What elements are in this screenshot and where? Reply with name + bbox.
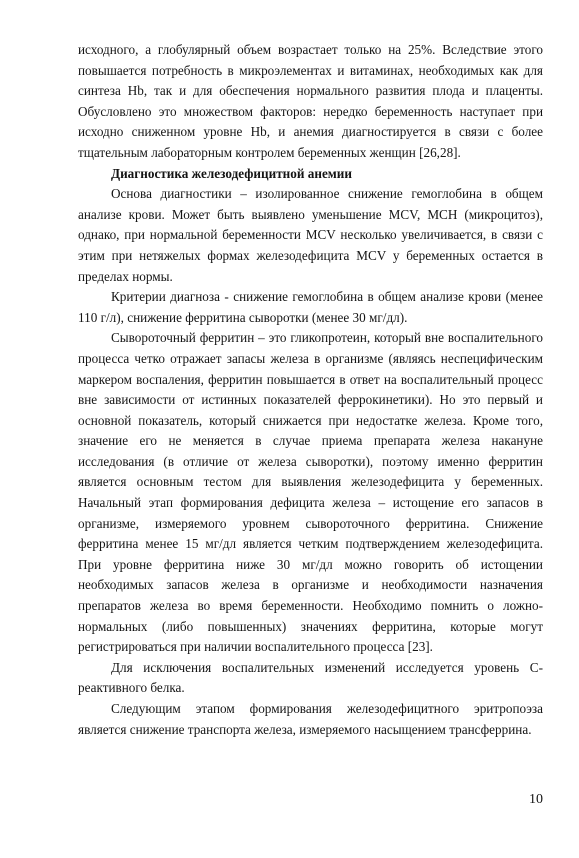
page-number: 10	[529, 792, 543, 807]
paragraph-intro-continuation: исходного, а глобулярный объем возрастает только на 25%. Вследствие этого повышается потребность в микроэлементах и витаминах, необходимых как для синтеза Hb, так и для обеспечения нормального развития плода и плаценты. Обусловлено это множеством факторов: нередко беременность наступает при исходно сниженном уровне Hb, и анемия диагностируется в связи с более тщательным лабораторным контролем беременных женщин [26,28].	[78, 42, 543, 160]
paragraph-c-reactive-protein: Для исключения воспалительных изменений исследуется уровень С-реактивного белка.	[78, 659, 543, 696]
paragraph-diagnosis-basis: Основа диагностики – изолированное снижение гемоглобина в общем анализе крови. Может быть выявлено уменьшение MCV, MCH (микроцитоз), однако, при нормальной беременности MCV несколько увеличивается, в связи с этим при нетяжелых формах железодефицита MCV у беременных остается в пределах нормы.	[78, 186, 543, 284]
paragraph-transferrin: Следующим этапом формирования железодефицитного эритропоэза является снижение транспорта железа, измеряемого насыщением трансферрина.	[78, 701, 543, 737]
paragraph-serum-ferritin: Сывороточный ферритин – это гликопротеин, который вне воспалительного процесса четко отражает запасы железа в организме (являясь неспецифическим маркером воспаления, ферритин повышается в ответ на воспалительный процесс вне зависимости от истинных показателей феррокинетики). Но это первый и основной показатель, который снижается при недостатке железа. Кроме того, значение его не меняется в случае приема препарата железа накануне исследования (в отличие от железа сыворотки), поэтому именно ферритин является основным тестом для выявления железодефицита у беременных. Начальный этап формирования дефицита железа – истощение его запасов в организме, измеряемого уровнем сывороточного ферритина. Снижение ферритина менее 15 мг/дл является четким подтверждением железодефицита. При уровне ферритина ниже 30 мг/дл можно говорить об истощении необходимых запасов железа в организме и необходимости назначения препаратов железа во время беременности. Необходимо помнить о ложно-нормальных (либо повышенных) значениях ферритина, которые могут регистрироваться при наличии воспалительного процесса [23].	[78, 330, 543, 655]
section-heading: Диагностика железодефицитной анемии	[111, 165, 352, 181]
paragraph-diagnosis-criteria: Критерии диагноза - снижение гемоглобина в общем анализе крови (менее 110 г/л), снижение ферритина сыворотки (менее 30 мг/дл).	[78, 289, 543, 325]
document-page	[78, 40, 543, 740]
